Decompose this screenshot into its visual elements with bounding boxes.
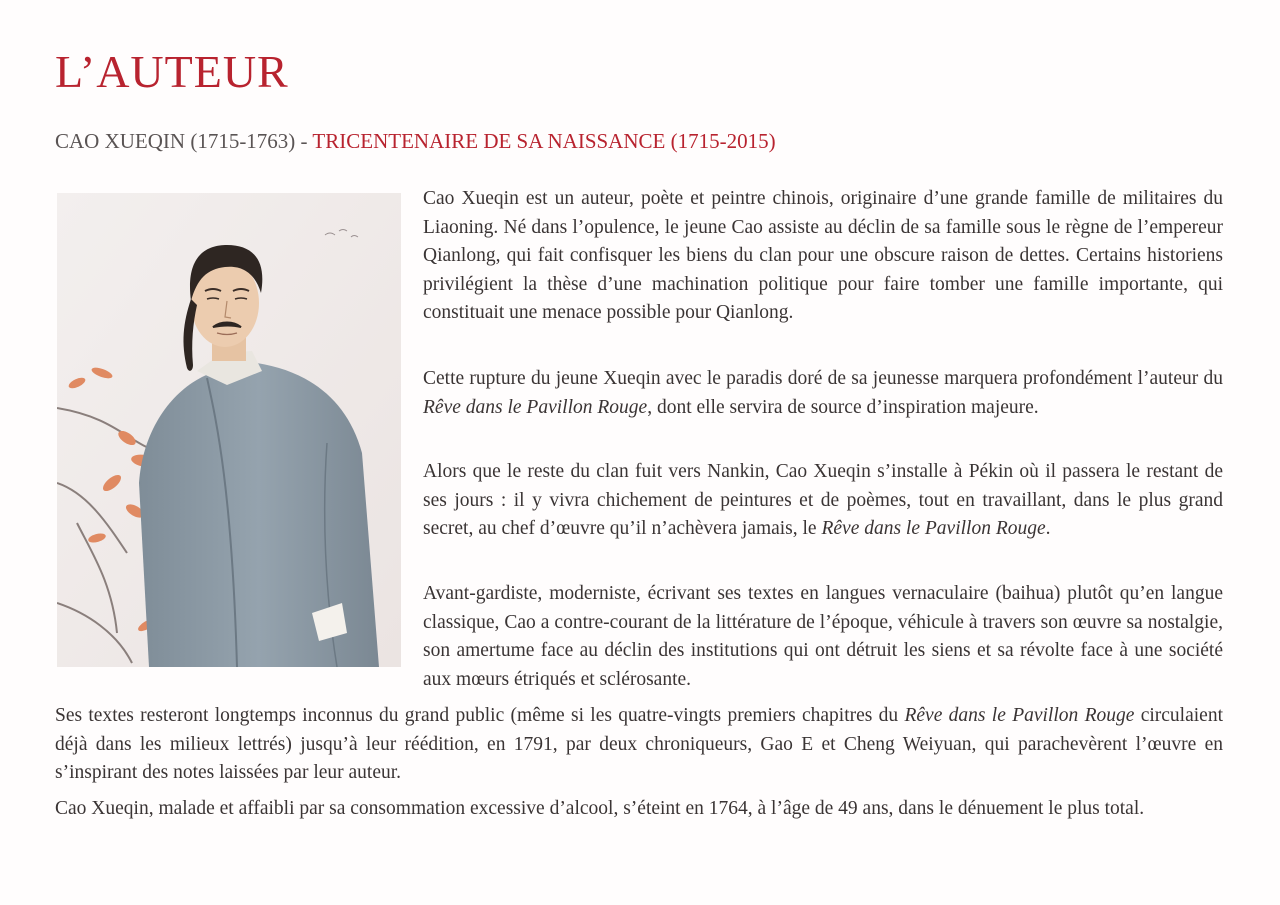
- paragraph-rupture-text-2: , dont elle servira de source d’inspiration majeure.: [647, 396, 1039, 418]
- paragraph-reedition: [55, 702, 1223, 788]
- book-title: Rêve dans le Pavillon Rouge: [904, 705, 1135, 726]
- paragraph-rupture-text-1: Cette rupture du jeune Xueqin avec le paradis doré de sa jeunesse marquera profondément l’auteur du: [423, 368, 1223, 389]
- paragraph-reedition-text-2: circulaient déjà dans les milieux lettrés) jusqu’à leur réédition, en 1791, par deux chroniqueurs, Gao E et Cheng Weiyuan, qui parachevèrent l’œuvre en s’inspirant des notes laissées par leur auteur.: [55, 705, 1223, 783]
- paragraph-avant-garde: Avant-gardiste, moderniste, écrivant ses textes en langues vernaculaire (baihua) plutôt qu’en langue classique, Cao a contre-courant de la littérature de l’époque, véhicule à travers son œuvre sa nostalgie, son amertume face au déclin des institutions qui ont détruit les siens et sa révolte face à une société aux mœurs étriqués et sclérosante.: [423, 583, 1223, 690]
- paragraph-pekin: [423, 458, 1223, 544]
- subtitle: [55, 127, 776, 155]
- author-portrait: [57, 193, 401, 667]
- page-title: L’AUTEUR: [55, 46, 289, 97]
- paragraph-biography: Cao Xueqin est un auteur, poète et peintre chinois, originaire d’une grande famille de militaires du Liaoning. Né dans l’opulence, le jeune Cao assiste au déclin de sa famille sous le règne de l’empereur Qianlong, qui fait confisquer les biens du clan pour une obscure raison de dettes. Certains historiens privilégient la thèse d’une machination politique pour faire tomber une famille importante, qui constituait une menace possible pour Qianlong.: [423, 188, 1223, 323]
- paragraph-pekin-text-2: .: [1045, 518, 1051, 539]
- subtitle-event: TRICENTENAIRE DE SA NAISSANCE (1715-2015): [312, 129, 776, 153]
- subtitle-author: CAO XUEQIN (1715-1763) -: [55, 129, 313, 153]
- book-title: Rêve dans le Pavillon Rouge: [423, 396, 648, 418]
- paragraph-rupture: [423, 365, 1223, 422]
- paragraph-death: Cao Xueqin, malade et affaibli par sa consommation excessive d’alcool, s’éteint en 1764, à l’âge de 49 ans, dans le dénuement le plus total.: [55, 798, 1145, 819]
- paragraph-reedition-text-1: Ses textes resteront longtemps inconnus du grand public (même si les quatre-vingts premiers chapitres du: [55, 705, 905, 726]
- paragraph-pekin-text-1: Alors que le reste du clan fuit vers Nankin, Cao Xueqin s’installe à Pékin où il passera le restant de ses jours : il y vivra chichement de peintures et de poèmes, tout en travaillant, dans le plus grand secret, au chef d’œuvre qu’il n’achèvera jamais, le: [423, 461, 1223, 539]
- book-title: Rêve dans le Pavillon Rouge: [821, 518, 1046, 539]
